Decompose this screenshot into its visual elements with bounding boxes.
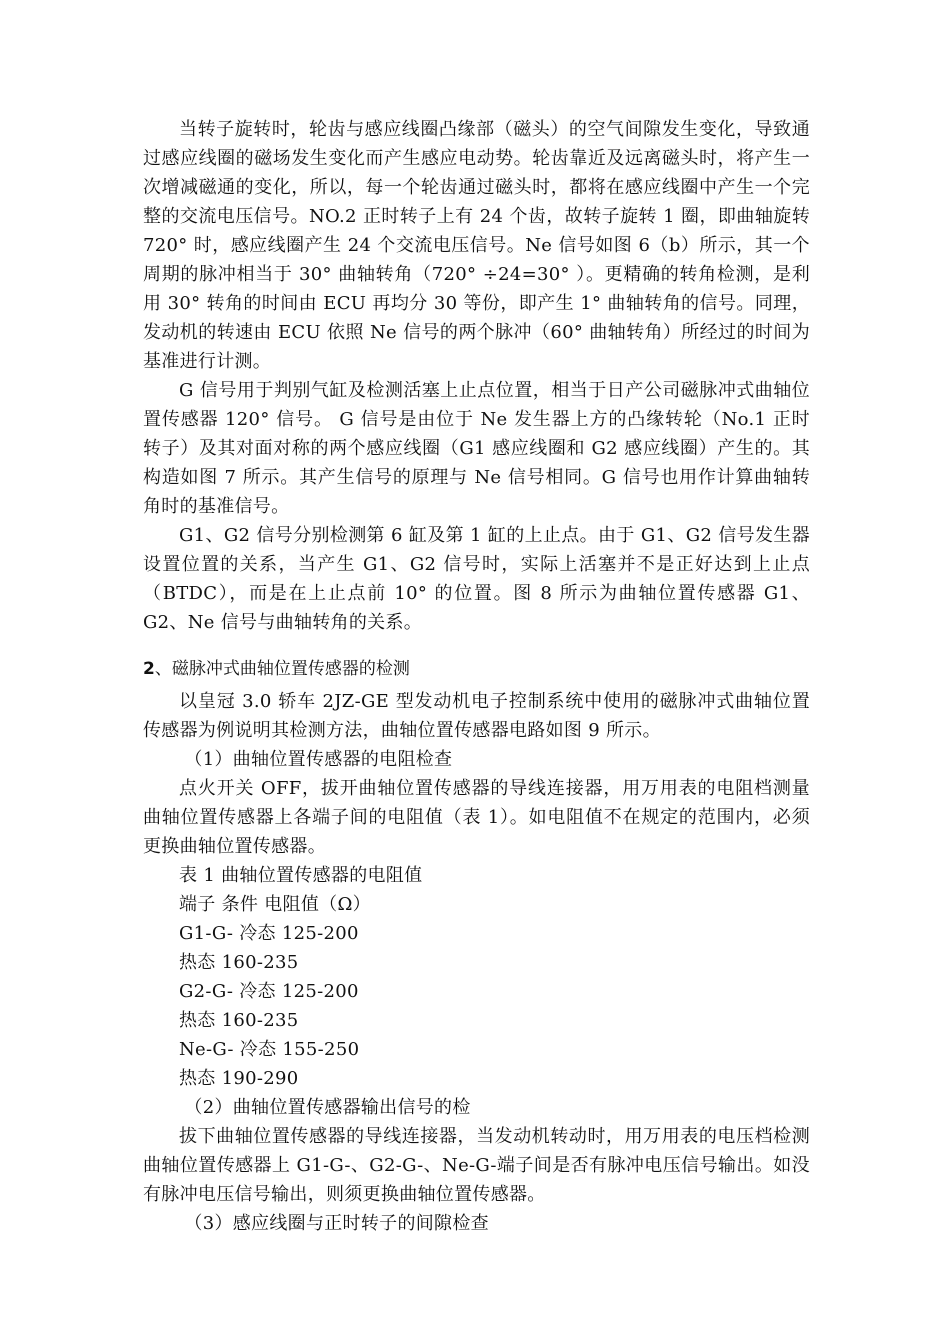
table-line: 热态 160-235 xyxy=(179,952,299,973)
subheading-gap-check: （3）感应线圈与正时转子的间隙检查 xyxy=(184,1213,489,1234)
subheading-resistance-check: （1）曲轴位置传感器的电阻检查 xyxy=(184,749,453,770)
section-heading xyxy=(143,651,810,687)
table-line: Ne-G- 冷态 155-250 xyxy=(179,1039,360,1060)
section-title: 、磁脉冲式曲轴位置传感器的检测 xyxy=(154,659,410,679)
table-line: 端子 条件 电阻值（Ω） xyxy=(179,894,371,915)
paragraph-rotor-signal: 当转子旋转时，轮齿与感应线圈凸缘部（磁头）的空气间隙发生变化，导致通过感应线圈的磁场发生变化而产生感应电动势。轮齿靠近及远离磁头时，将产生一次增减磁通的变化，所以，每一个轮齿通过磁头时，都将在感应线圈中产生一个完整的交流电压信号。NO.2 正时转子上有 24 个齿，故转子旋转 1 圈，即曲轴旋转 720° 时，感应线圈产生 24 个交流电压信号。Ne 信号如图 6（b）所示，其一个周期的脉冲相当于 30° 曲轴转角（720° ÷24=30° ）。更精确的转角检测，是利用 30° 转角的时间由 ECU 再均分 30 等份，即产生 1° 曲轴转角的信号。同理，发动机的转速由 ECU 依照 Ne 信号的两个脉冲（60° 曲轴转角）所经过的时间为基准进行计测。 xyxy=(143,119,810,372)
paragraph-g1-g2-signal: G1、G2 信号分别检测第 6 缸及第 1 缸的上止点。由于 G1、G2 信号发生器设置位置的关系，当产生 G1、G2 信号时，实际上活塞并不是正好达到上止点（BTDC），而是在上止点前 10° 的位置。图 8 所示为曲轴位置传感器 G1、G2、Ne 信号与曲轴转角的关系。 xyxy=(143,525,810,633)
paragraph-output-signal-check: 拔下曲轴位置传感器的导线连接器，当发动机转动时，用万用表的电压档检测曲轴位置传感器上 G1-G-、G2-G-、Ne-G-端子间是否有脉冲电压信号输出。如没有脉冲电压信号输出，则须更换曲轴位置传感器。 xyxy=(143,1126,810,1205)
table-line: G2-G- 冷态 125-200 xyxy=(179,981,359,1002)
section-intro: 以皇冠 3.0 轿车 2JZ-GE 型发动机电子控制系统中使用的磁脉冲式曲轴位置传感器为例说明其检测方法，曲轴位置传感器电路如图 9 所示。 xyxy=(143,691,810,741)
section-number: 2 xyxy=(143,659,155,679)
paragraph-resistance-check: 点火开关 OFF，拔开曲轴位置传感器的导线连接器，用万用表的电阻档测量曲轴位置传感器上各端子间的电阻值（表 1）。如电阻值不在规定的范围内，必须更换曲轴位置传感器。 xyxy=(143,778,810,857)
paragraph-g-signal: G 信号用于判别气缸及检测活塞上止点位置，相当于日产公司磁脉冲式曲轴位置传感器 120° 信号。 G 信号是由位于 Ne 发生器上方的凸缘转轮（No.1 正时转子）及其对面对称的两个感应线圈（G1 感应线圈和 G2 感应线圈）产生的。其构造如图 7 所示。其产生信号的原理与 Ne 信号相同。G 信号也用作计算曲轴转角时的基准信号。 xyxy=(143,380,810,517)
table-title: 表 1 曲轴位置传感器的电阻值 xyxy=(179,865,423,886)
table-line: 热态 160-235 xyxy=(179,1010,299,1031)
document-page xyxy=(143,115,810,1238)
table-line: G1-G- 冷态 125-200 xyxy=(179,923,359,944)
table-line: 热态 190-290 xyxy=(179,1068,299,1089)
subheading-output-signal-check: （2）曲轴位置传感器输出信号的检 xyxy=(184,1097,471,1118)
